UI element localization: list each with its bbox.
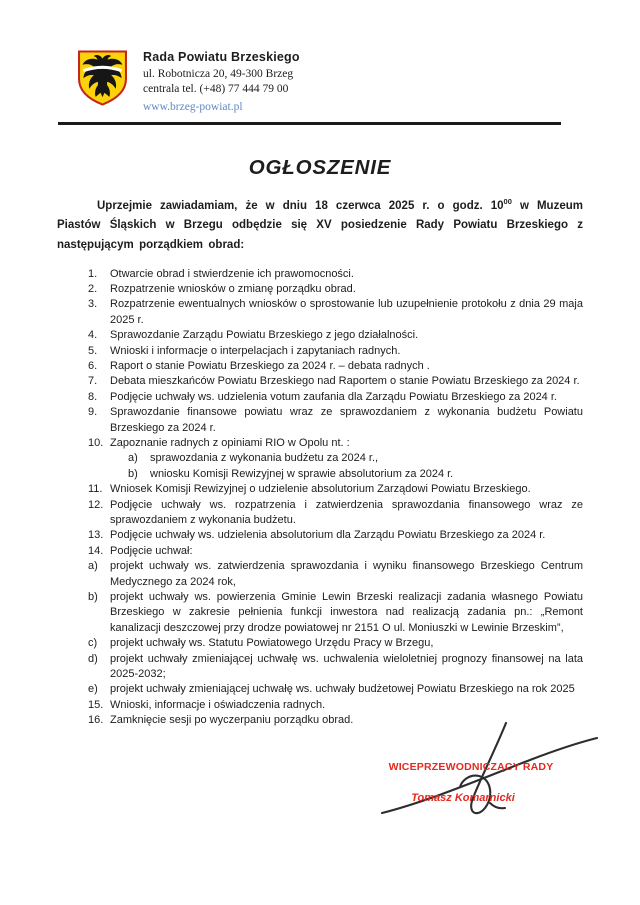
- agenda-item-text: Podjęcie uchwały ws. udzielenia votum zaufania dla Zarządu Powiatu Brzeskiego za 2024 r.: [110, 390, 557, 403]
- org-address-line2: centrala tel. (+48) 77 444 79 00: [143, 83, 289, 95]
- agenda-item-text: projekt uchwały zmieniającej uchwałę ws. uchwały budżetowej Powiatu Brzeskiego na rok 2025: [110, 683, 575, 696]
- org-name: Rada Powiatu Brzeskiego: [143, 50, 300, 64]
- agenda-item: [88, 344, 583, 359]
- signature-role-label: WICEPRZEWODNICZĄCY RADY: [388, 760, 554, 773]
- agenda-item: [128, 451, 583, 466]
- agenda-item-marker: b): [88, 591, 98, 604]
- signature-name: Tomasz Komarnicki: [411, 791, 515, 804]
- agenda-item-text: Podjęcie uchwały ws. rozpatrzenia i zatwierdzenia sprawozdania finansowego wraz ze sprawozdaniem z wykonania budżetu.: [110, 498, 583, 526]
- letterhead-divider: [58, 122, 561, 125]
- agenda-item-marker: 12.: [88, 498, 104, 511]
- agenda-item: [88, 390, 583, 405]
- agenda-item: [88, 359, 583, 374]
- letterhead: [77, 49, 583, 115]
- agenda-item-text: Zamknięcie sesji po wyczerpaniu porządku obrad.: [110, 714, 354, 727]
- intro-paragraph: [57, 197, 583, 256]
- agenda-item: [88, 544, 583, 559]
- agenda-item: [88, 498, 583, 529]
- agenda-item-marker: 8.: [88, 390, 98, 403]
- agenda-item: [88, 405, 583, 436]
- agenda-item-text: Sprawozdanie finansowe powiatu wraz ze sprawozdaniem z wykonania budżetu Powiatu Brzeskiego za 2024 r.: [110, 406, 583, 434]
- letterhead-text: [143, 49, 300, 115]
- agenda-item-marker: 14.: [88, 544, 104, 557]
- agenda-item-marker: 16.: [88, 714, 104, 727]
- agenda-item-text: projekt uchwały zmieniającej uchwałę ws. uchwalenia wieloletniej prognozy finansowej na lata 2025-2032;: [110, 652, 583, 681]
- agenda-item: [88, 528, 583, 543]
- agenda-item-marker: 5.: [88, 344, 98, 357]
- agenda-item-marker: a): [128, 452, 138, 465]
- agenda-item: [88, 267, 583, 282]
- agenda-item-marker: c): [88, 637, 98, 650]
- org-address-line1: ul. Robotnicza 20, 49-300 Brzeg: [143, 68, 294, 80]
- agenda-item-text: Sprawozdanie Zarządu Powiatu Brzeskiego z jego działalności.: [110, 329, 419, 342]
- agenda-item-marker: d): [88, 652, 98, 665]
- agenda-item-marker: 7.: [88, 375, 98, 388]
- agenda-item-marker: 6.: [88, 359, 98, 372]
- agenda-item-text: Raport o stanie Powiatu Brzeskiego za 2024 r. – debata radnych .: [110, 359, 430, 372]
- agenda-item-marker: 2.: [88, 282, 98, 295]
- agenda-item-text: Rozpatrzenie ewentualnych wniosków o sprostowanie lub uzupełnienie protokołu z dnia 29 maja 2025 r.: [110, 298, 583, 326]
- agenda-item-marker: 9.: [88, 406, 98, 419]
- agenda-item: [88, 698, 583, 713]
- agenda-item: [88, 652, 583, 683]
- agenda-item: [88, 482, 583, 497]
- agenda-list: [88, 267, 583, 729]
- agenda-item-marker: 1.: [88, 267, 98, 280]
- agenda-item: [88, 682, 583, 697]
- page-title: OGŁOSZENIE: [248, 155, 392, 179]
- agenda-item-marker: e): [88, 683, 98, 696]
- agenda-item-text: Wnioski, informacje i oświadczenia radnych.: [110, 698, 326, 711]
- agenda-item-text: Otwarcie obrad i stwierdzenie ich prawomocności.: [110, 267, 354, 280]
- signature-block: [57, 761, 583, 901]
- agenda-item-marker: b): [128, 467, 138, 480]
- agenda-item-text: Podjęcie uchwał:: [110, 544, 193, 557]
- agenda-item-text: wniosku Komisji Rewizyjnej w sprawie absolutorium za 2024 r.: [150, 467, 454, 480]
- agenda-item-text: Rozpatrzenie wniosków o zmianę porządku obrad.: [110, 282, 356, 295]
- agenda-item-marker: 10.: [88, 436, 104, 449]
- agenda-item-marker: 15.: [88, 698, 104, 711]
- intro-text-after-superscript: w Muzeum Piastów Śląskich w Brzegu odbędzie się XV posiedzenie Rady Powiatu Brzeskiego z następującym porządkiem obrad:: [57, 199, 583, 251]
- agenda-item-marker: 11.: [88, 483, 103, 496]
- agenda-item-text: Debata mieszkańców Powiatu Brzeskiego nad Raportem o stanie Powiatu Brzeskiego za 2024 r.: [110, 375, 580, 388]
- agenda-item: [88, 282, 583, 297]
- agenda-item-text: projekt uchwały ws. powierzenia Gminie Lewin Brzeski realizacji zadania własnego Powiatu Brzeskiego w zakresie pełnienia funkcji inwestora nad realizacją zadania pn.: „Remont kanalizacji deszczowej przy drodze powiatowej nr 2151 O ul. Moniuszki w Lewinie Brzeskim”,: [110, 591, 583, 634]
- coat-of-arms-icon: [77, 49, 128, 107]
- agenda-item-text: Zapoznanie radnych z opiniami RIO w Opolu nt. :: [110, 436, 350, 449]
- agenda-item: [88, 436, 583, 451]
- agenda-item-marker: a): [88, 560, 98, 573]
- intro-text-before-superscript: Uprzejmie zawiadamiam, że w dniu 18 czerwca 2025 r. o godz. 10: [97, 199, 504, 212]
- agenda-item-text: Wniosek Komisji Rewizyjnej o udzielenie absolutorium Zarządowi Powiatu Brzeskiego.: [110, 483, 531, 496]
- agenda-item: [88, 559, 583, 590]
- agenda-item-text: Podjęcie uchwały ws. udzielenia absolutorium dla Zarządu Powiatu Brzeskiego za 2024 r.: [110, 529, 546, 542]
- agenda-item: [88, 297, 583, 328]
- agenda-item-text: sprawozdania z wykonania budżetu za 2024 r.,: [150, 452, 379, 465]
- agenda-item: [88, 636, 583, 651]
- agenda-item: [88, 374, 583, 389]
- agenda-item-marker: 13.: [88, 529, 104, 542]
- agenda-item: [128, 467, 583, 482]
- intro-hour-superscript: 00: [503, 196, 512, 206]
- agenda-item-text: projekt uchwały ws. zatwierdzenia sprawozdania i wyniku finansowego Brzeskiego Centrum Medycznego za 2024 rok,: [110, 560, 583, 588]
- agenda-item-text: Wnioski i informacje o interpelacjach i zapytaniach radnych.: [110, 344, 401, 357]
- agenda-item: [88, 590, 583, 636]
- org-website-link[interactable]: www.brzeg-powiat.pl: [143, 101, 243, 113]
- agenda-item-marker: 4.: [88, 329, 98, 342]
- agenda-item-text: projekt uchwały ws. Statutu Powiatowego Urzędu Pracy w Brzegu,: [110, 637, 434, 650]
- agenda-item: [88, 328, 583, 343]
- agenda-item-marker: 3.: [88, 298, 98, 311]
